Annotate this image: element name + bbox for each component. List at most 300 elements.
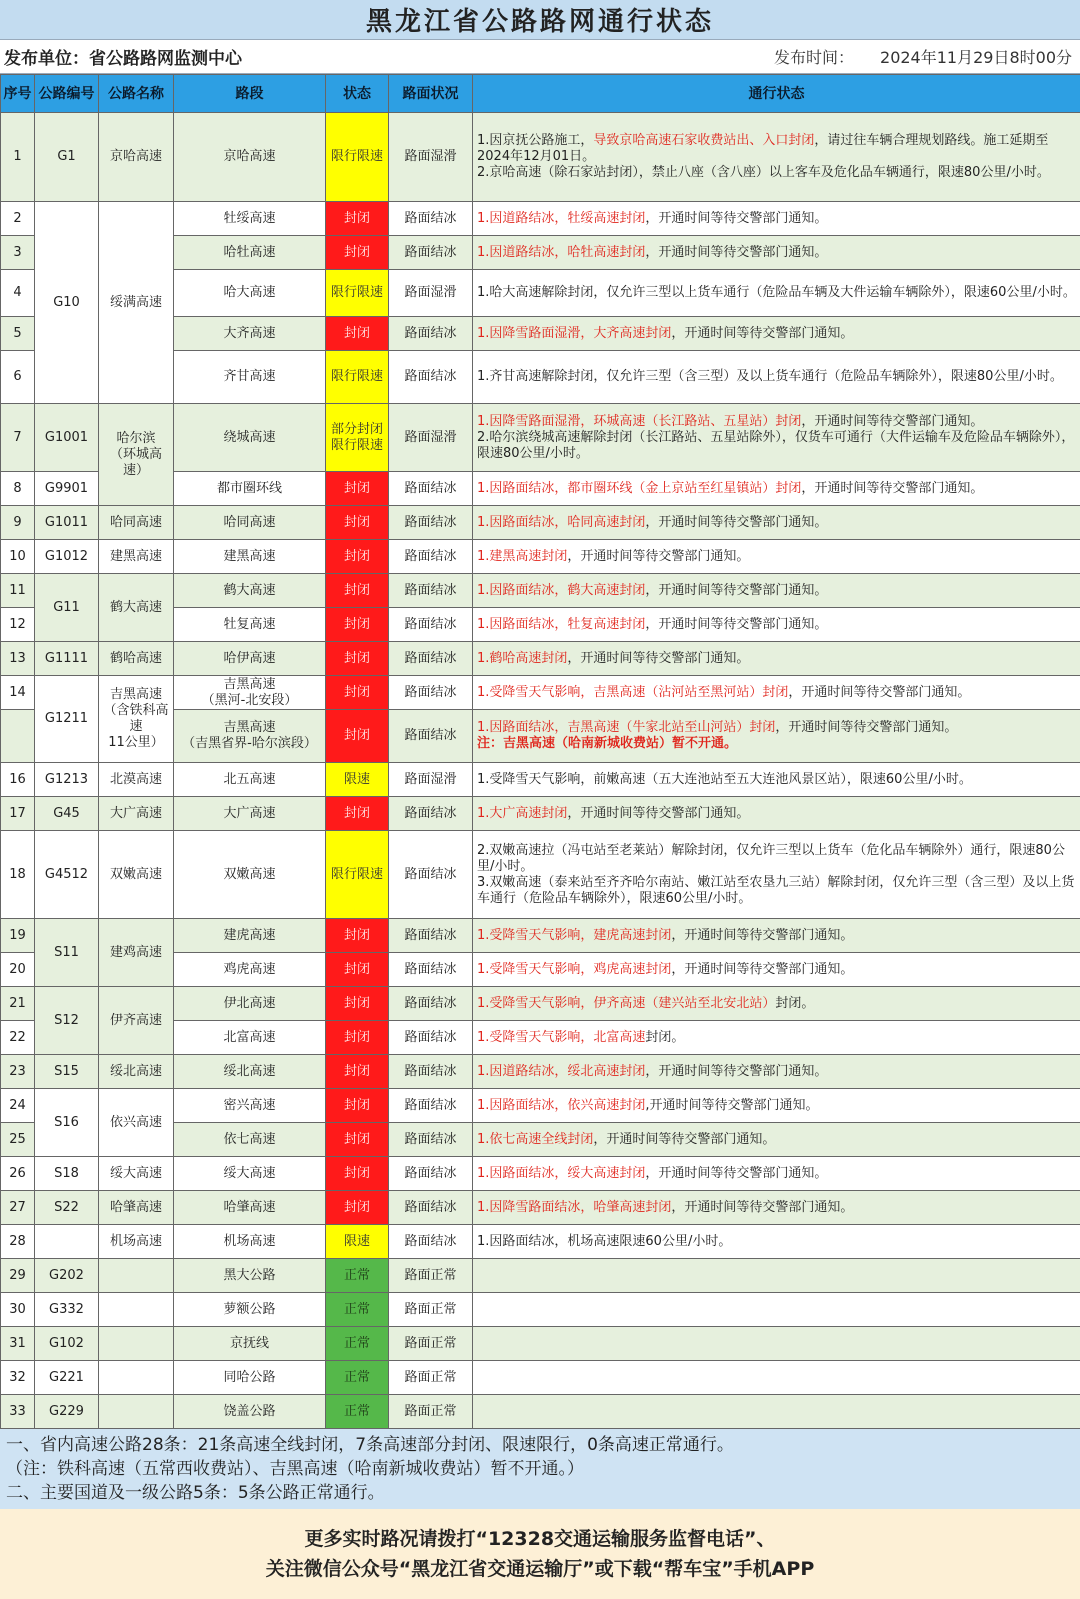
row-number: 16 [1, 763, 35, 797]
road-code: S15 [35, 1055, 99, 1089]
road-name [99, 1293, 174, 1327]
road-code: S12 [35, 987, 99, 1055]
traffic-text: ，开通时间等待交警部门通知。 [567, 651, 749, 666]
row-number: 7 [1, 404, 35, 472]
road-segment: 牡复高速 [174, 608, 326, 642]
road-condition: 路面结冰 [389, 919, 473, 953]
traffic-description [473, 1021, 1080, 1055]
road-segment: 饶盖公路 [174, 1395, 326, 1429]
road-code: G229 [35, 1395, 99, 1429]
table-row [1, 1225, 1080, 1259]
header-code: 公路编号 [35, 75, 99, 113]
road-code: G1211 [35, 676, 99, 763]
status-badge: 封闭 [326, 710, 389, 763]
table-row [1, 1361, 1080, 1395]
status-badge: 限速 [326, 763, 389, 797]
traffic-description [473, 1361, 1080, 1395]
traffic-text: 1.建黑高速封闭 [477, 549, 567, 564]
row-number: 1 [1, 113, 35, 202]
road-name: 机场高速 [99, 1225, 174, 1259]
road-code: G1111 [35, 642, 99, 676]
traffic-text: 1.因路面结冰，机场高速限速60公里/小时。 [477, 1234, 731, 1249]
status-badge: 限行限速 [326, 831, 389, 919]
traffic-description [473, 642, 1080, 676]
row-number: 2 [1, 202, 35, 236]
row-number: 12 [1, 608, 35, 642]
road-condition: 路面结冰 [389, 472, 473, 506]
road-condition: 路面结冰 [389, 642, 473, 676]
row-number: 20 [1, 953, 35, 987]
status-badge: 封闭 [326, 1157, 389, 1191]
traffic-text: ，开通时间等待交警部门通知。 [645, 617, 827, 632]
traffic-description [473, 831, 1080, 919]
table-row [1, 1259, 1080, 1293]
road-segment: 依七高速 [174, 1123, 326, 1157]
road-condition: 路面结冰 [389, 1191, 473, 1225]
row-number: 13 [1, 642, 35, 676]
footer-line: 关注微信公众号“黑龙江省交通运输厅”或下载“帮车宝”手机APP [266, 1554, 815, 1584]
status-badge: 封闭 [326, 676, 389, 710]
road-code: G221 [35, 1361, 99, 1395]
traffic-text: 1.依七高速全线封闭 [477, 1132, 593, 1147]
traffic-description [473, 540, 1080, 574]
road-segment: 哈伊高速 [174, 642, 326, 676]
road-code: G1213 [35, 763, 99, 797]
road-name: 北漠高速 [99, 763, 174, 797]
traffic-text: ，开通时间等待交警部门通知。 [567, 549, 749, 564]
road-condition: 路面结冰 [389, 676, 473, 710]
traffic-description [473, 1123, 1080, 1157]
traffic-text: ，开通时间等待交警部门通知。 [645, 245, 827, 260]
traffic-description [473, 1157, 1080, 1191]
traffic-text: 1.受降雪天气影响，鸡虎高速封闭 [477, 962, 671, 977]
road-condition: 路面结冰 [389, 506, 473, 540]
traffic-text: ，开通时间等待交警部门通知。 [671, 962, 853, 977]
row-number: 11 [1, 574, 35, 608]
road-segment: 伊北高速 [174, 987, 326, 1021]
road-code: G332 [35, 1293, 99, 1327]
road-name: 绥北高速 [99, 1055, 174, 1089]
road-name: 鹤大高速 [99, 574, 174, 642]
traffic-text: 1.大广高速封闭 [477, 806, 567, 821]
traffic-text: 1.因道路结冰，牡绥高速封闭 [477, 211, 645, 226]
road-segment: 京哈高速 [174, 113, 326, 202]
road-name: 建黑高速 [99, 540, 174, 574]
road-name: 鹤哈高速 [99, 642, 174, 676]
traffic-text: 封闭。 [775, 996, 814, 1011]
row-number: 18 [1, 831, 35, 919]
road-code: G202 [35, 1259, 99, 1293]
row-number: 24 [1, 1089, 35, 1123]
row-number: 8 [1, 472, 35, 506]
traffic-description [473, 919, 1080, 953]
table-row [1, 797, 1080, 831]
traffic-text: 1.因路面结冰，依兴高速封闭 [477, 1098, 645, 1113]
status-badge: 封闭 [326, 1123, 389, 1157]
traffic-description [473, 953, 1080, 987]
road-code: G1001 [35, 404, 99, 472]
road-condition: 路面结冰 [389, 953, 473, 987]
road-condition: 路面正常 [389, 1395, 473, 1429]
road-name [99, 1259, 174, 1293]
status-badge: 封闭 [326, 202, 389, 236]
status-badge: 限速 [326, 1225, 389, 1259]
traffic-text: 封闭。 [645, 1030, 684, 1045]
status-badge: 正常 [326, 1361, 389, 1395]
row-number: 27 [1, 1191, 35, 1225]
traffic-text: 1.因道路结冰，哈牡高速封闭 [477, 245, 645, 260]
status-badge: 封闭 [326, 797, 389, 831]
road-code: S18 [35, 1157, 99, 1191]
page-title: 黑龙江省公路路网通行状态 [0, 0, 1080, 40]
table-row [1, 574, 1080, 608]
road-condition: 路面结冰 [389, 1055, 473, 1089]
status-badge: 正常 [326, 1327, 389, 1361]
traffic-text: 1.受降雪天气影响，吉黑高速（沾河站至黑河站）封闭 [477, 685, 788, 700]
status-badge: 封闭 [326, 1191, 389, 1225]
traffic-text: 1.因降雪路面湿滑，环城高速（长江路站、五星站）封闭 [477, 414, 801, 429]
road-condition: 路面湿滑 [389, 270, 473, 317]
road-segment: 北五高速 [174, 763, 326, 797]
traffic-text: ，开通时间等待交警部门通知。 [593, 1132, 775, 1147]
status-badge: 封闭 [326, 642, 389, 676]
road-name: 吉黑高速 （含铁科高速 11公里） [99, 676, 174, 763]
status-badge: 正常 [326, 1293, 389, 1327]
traffic-text: 1.因降雪路面湿滑，大齐高速封闭 [477, 326, 671, 341]
road-segment: 京抚线 [174, 1327, 326, 1361]
road-condition: 路面结冰 [389, 1157, 473, 1191]
traffic-text: ，开通时间等待交警部门通知。 [567, 806, 749, 821]
road-name [99, 1395, 174, 1429]
road-condition: 路面结冰 [389, 1225, 473, 1259]
status-badge: 封闭 [326, 987, 389, 1021]
road-name: 大广高速 [99, 797, 174, 831]
status-badge: 封闭 [326, 953, 389, 987]
traffic-description [473, 506, 1080, 540]
row-number: 4 [1, 270, 35, 317]
road-condition: 路面结冰 [389, 831, 473, 919]
status-badge: 封闭 [326, 472, 389, 506]
row-number: 21 [1, 987, 35, 1021]
table-row [1, 506, 1080, 540]
road-segment: 绕城高速 [174, 404, 326, 472]
road-condition: 路面结冰 [389, 987, 473, 1021]
traffic-text: 1.因路面结冰，哈同高速封闭 [477, 515, 645, 530]
road-segment: 黑大公路 [174, 1259, 326, 1293]
road-code: G9901 [35, 472, 99, 506]
traffic-description [473, 987, 1080, 1021]
status-badge: 限行限速 [326, 270, 389, 317]
footer-line: 更多实时路况请拨打“12328交通运输服务监督电话”、 [304, 1524, 775, 1554]
traffic-text: 3.双嫩高速（泰来站至齐齐哈尔南站、嫩江站至农垦九三站）解除封闭，仅允许三型（含三型）及以上货车通行（危险品车辆除外），限速60公里/小时。 [477, 875, 1074, 906]
road-condition: 路面湿滑 [389, 404, 473, 472]
traffic-description [473, 236, 1080, 270]
table-row [1, 919, 1080, 953]
traffic-description [473, 202, 1080, 236]
table-row [1, 113, 1080, 202]
traffic-description [473, 404, 1080, 472]
road-segment: 哈牡高速 [174, 236, 326, 270]
road-condition: 路面结冰 [389, 608, 473, 642]
status-badge: 封闭 [326, 574, 389, 608]
road-segment: 吉黑高速 （黑河-北安段） [174, 676, 326, 710]
traffic-text: ，开通时间等待交警部门通知。 [775, 720, 957, 735]
road-code: G102 [35, 1327, 99, 1361]
header-name: 公路名称 [99, 75, 174, 113]
traffic-description [473, 270, 1080, 317]
traffic-text: 1.受降雪天气影响，建虎高速封闭 [477, 928, 671, 943]
traffic-description [473, 1225, 1080, 1259]
summary-line: （注：铁科高速（五常西收费站）、吉黑高速（哈南新城收费站）暂不开通。） [6, 1457, 1074, 1481]
road-code: G1 [35, 113, 99, 202]
publish-label: 发布时间： [774, 48, 854, 67]
status-badge: 限行限速 [326, 351, 389, 404]
traffic-text: 1.受降雪天气影响，北富高速 [477, 1030, 645, 1045]
traffic-description [473, 1293, 1080, 1327]
traffic-description [473, 1259, 1080, 1293]
traffic-text: ，开通时间等待交警部门通知。 [788, 685, 970, 700]
traffic-text: 1.受降雪天气影响，前嫩高速（五大连池站至五大连池风景区站），限速60公里/小时。 [477, 772, 972, 787]
road-segment: 机场高速 [174, 1225, 326, 1259]
traffic-text: ，开通时间等待交警部门通知。 [801, 414, 983, 429]
road-code: S11 [35, 919, 99, 987]
traffic-note: 注：吉黑高速（哈南新城收费站）暂不开通。 [477, 736, 737, 751]
road-condition: 路面结冰 [389, 574, 473, 608]
summary-line: 一、省内高速公路28条：21条高速全线封闭，7条高速部分封闭、限速限行，0条高速正常通行。 [6, 1433, 1074, 1457]
road-segment: 双嫩高速 [174, 831, 326, 919]
table-row [1, 1055, 1080, 1089]
traffic-text: 2.京哈高速（除石家站封闭），禁止八座（含八座）以上客车及危化品车辆通行，限速80公里/小时。 [477, 165, 1050, 180]
table-row [1, 1327, 1080, 1361]
table-row [1, 642, 1080, 676]
traffic-text: 1.因京抚公路施工， [477, 133, 593, 148]
table-row [1, 676, 1080, 710]
road-segment: 同哈公路 [174, 1361, 326, 1395]
traffic-text: ，开通时间等待交警部门通知。 [645, 515, 827, 530]
publisher: 发布单位：省公路路网监测中心 [4, 44, 242, 69]
row-number: 32 [1, 1361, 35, 1395]
traffic-text: 2.双嫩高速拉（冯屯站至老莱站）解除封闭，仅允许三型以上货车（危化品车辆除外）通行，限速80公里/小时。 [477, 843, 1065, 874]
road-name: 哈同高速 [99, 506, 174, 540]
status-badge: 封闭 [326, 506, 389, 540]
row-number: 10 [1, 540, 35, 574]
summary [0, 1429, 1080, 1509]
road-segment: 密兴高速 [174, 1089, 326, 1123]
status-badge: 封闭 [326, 1089, 389, 1123]
table-row [1, 540, 1080, 574]
traffic-description [473, 113, 1080, 202]
road-name: 京哈高速 [99, 113, 174, 202]
status-badge: 正常 [326, 1395, 389, 1429]
traffic-text: ，开通时间等待交警部门通知。 [671, 326, 853, 341]
traffic-text: ，开通时间等待交警部门通知。 [645, 583, 827, 598]
road-condition: 路面结冰 [389, 797, 473, 831]
road-condition: 路面正常 [389, 1327, 473, 1361]
road-code: S16 [35, 1089, 99, 1157]
row-number: 22 [1, 1021, 35, 1055]
road-condition: 路面结冰 [389, 202, 473, 236]
traffic-text: 1.因路面结冰，吉黑高速（牛家北站至山河站）封闭 [477, 720, 775, 735]
table-row [1, 202, 1080, 236]
row-number: 19 [1, 919, 35, 953]
road-name: 依兴高速 [99, 1089, 174, 1157]
road-segment: 绥大高速 [174, 1157, 326, 1191]
traffic-text: 1.鹤哈高速封闭 [477, 651, 567, 666]
row-number: 29 [1, 1259, 35, 1293]
road-condition: 路面结冰 [389, 1123, 473, 1157]
row-number [1, 710, 35, 763]
road-code: G45 [35, 797, 99, 831]
road-code: G10 [35, 202, 99, 404]
road-name: 哈尔滨 （环城高速） [99, 404, 174, 506]
road-name: 建鸡高速 [99, 919, 174, 987]
traffic-description [473, 1191, 1080, 1225]
traffic-description [473, 351, 1080, 404]
traffic-text: 2.哈尔滨绕城高速解除封闭（长江路站、五星站除外），仅货车可通行（大件运输车及危险品车辆除外），限速80公里/小时。 [477, 430, 1074, 461]
header-road: 路面状况 [389, 75, 473, 113]
road-segment: 牡绥高速 [174, 202, 326, 236]
row-number: 5 [1, 317, 35, 351]
road-condition: 路面正常 [389, 1293, 473, 1327]
traffic-text: ，请过往车辆合理规划路线。施工延期至2024年12月01日。 [477, 133, 1048, 164]
road-segment: 都市圈环线 [174, 472, 326, 506]
traffic-text: ，开通时间等待交警部门通知。 [671, 928, 853, 943]
traffic-description [473, 1327, 1080, 1361]
traffic-text: 1.因路面结冰，鹤大高速封闭 [477, 583, 645, 598]
publish-info [774, 45, 1072, 68]
road-code: G11 [35, 574, 99, 642]
traffic-text: ，开通时间等待交警部门通知。 [645, 211, 827, 226]
row-number: 26 [1, 1157, 35, 1191]
road-segment: 哈肇高速 [174, 1191, 326, 1225]
status-badge: 封闭 [326, 1021, 389, 1055]
header-status: 状态 [326, 75, 389, 113]
status-badge: 封闭 [326, 317, 389, 351]
traffic-text: 1.哈大高速解除封闭，仅允许三型以上货车通行（危险品车辆及大件运输车辆除外），限速60公里/小时。 [477, 285, 1076, 300]
table-row [1, 1157, 1080, 1191]
road-segment: 齐甘高速 [174, 351, 326, 404]
status-badge: 限行限速 [326, 113, 389, 202]
publish-time: 2024年11月29日8时00分 [880, 48, 1072, 67]
road-name: 双嫩高速 [99, 831, 174, 919]
traffic-description [473, 797, 1080, 831]
traffic-text: 1.因路面结冰，绥大高速封闭 [477, 1166, 645, 1181]
traffic-description [473, 1395, 1080, 1429]
road-segment: 大齐高速 [174, 317, 326, 351]
status-badge: 封闭 [326, 236, 389, 270]
traffic-description [473, 676, 1080, 710]
table-row [1, 831, 1080, 919]
traffic-text: 1.因路面结冰，都市圈环线（金上京站至红星镇站）封闭 [477, 481, 801, 496]
road-condition: 路面结冰 [389, 540, 473, 574]
header-segment: 路段 [174, 75, 326, 113]
road-name: 绥满高速 [99, 202, 174, 404]
meta-bar [0, 40, 1080, 74]
row-number: 23 [1, 1055, 35, 1089]
traffic-text: 1.齐甘高速解除封闭，仅允许三型（含三型）及以上货车通行（危险品车辆除外），限速80公里/小时。 [477, 369, 1063, 384]
traffic-text: ,开通时间等待交警部门通知。 [645, 1098, 818, 1113]
road-condition: 路面结冰 [389, 317, 473, 351]
status-badge: 正常 [326, 1259, 389, 1293]
road-segment: 萝额公路 [174, 1293, 326, 1327]
row-number: 9 [1, 506, 35, 540]
row-number: 31 [1, 1327, 35, 1361]
status-badge: 封闭 [326, 1055, 389, 1089]
status-badge: 封闭 [326, 540, 389, 574]
table-header-row [1, 75, 1080, 113]
status-badge: 封闭 [326, 608, 389, 642]
traffic-description [473, 763, 1080, 797]
row-number: 30 [1, 1293, 35, 1327]
road-condition: 路面正常 [389, 1361, 473, 1395]
road-segment: 鸡虎高速 [174, 953, 326, 987]
traffic-text: ，开通时间等待交警部门通知。 [801, 481, 983, 496]
status-badge: 封闭 [326, 919, 389, 953]
road-name: 伊齐高速 [99, 987, 174, 1055]
road-condition: 路面结冰 [389, 236, 473, 270]
header-no: 序号 [1, 75, 35, 113]
traffic-description [473, 710, 1080, 763]
road-name [99, 1327, 174, 1361]
road-condition: 路面湿滑 [389, 113, 473, 202]
table-row [1, 987, 1080, 1021]
row-number: 33 [1, 1395, 35, 1429]
road-condition: 路面结冰 [389, 1089, 473, 1123]
road-condition: 路面湿滑 [389, 763, 473, 797]
road-condition: 路面结冰 [389, 710, 473, 763]
row-number: 14 [1, 676, 35, 710]
summary-line: 二、主要国道及一级公路5条：5条公路正常通行。 [6, 1481, 1074, 1505]
traffic-text: ，开通时间等待交警部门通知。 [645, 1064, 827, 1079]
table-row [1, 1293, 1080, 1327]
road-segment: 哈大高速 [174, 270, 326, 317]
road-segment: 建虎高速 [174, 919, 326, 953]
traffic-description [473, 317, 1080, 351]
road-code: G1012 [35, 540, 99, 574]
traffic-text: 1.因道路结冰，绥北高速封闭 [477, 1064, 645, 1079]
traffic-description [473, 472, 1080, 506]
road-segment: 哈同高速 [174, 506, 326, 540]
traffic-text: 1.因路面结冰，牡复高速封闭 [477, 617, 645, 632]
traffic-description [473, 608, 1080, 642]
traffic-text: ，开通时间等待交警部门通知。 [671, 1200, 853, 1215]
header-traffic: 通行状态 [473, 75, 1080, 113]
status-table [0, 74, 1080, 1429]
traffic-text: ，开通时间等待交警部门通知。 [645, 1166, 827, 1181]
road-condition: 路面正常 [389, 1259, 473, 1293]
road-segment: 吉黑高速 （吉黑省界-哈尔滨段） [174, 710, 326, 763]
road-name: 绥大高速 [99, 1157, 174, 1191]
traffic-text: 1.因降雪路面结冰，哈肇高速封闭 [477, 1200, 671, 1215]
status-badge: 部分封闭 限行限速 [326, 404, 389, 472]
road-condition: 路面结冰 [389, 351, 473, 404]
row-number: 28 [1, 1225, 35, 1259]
road-code: G4512 [35, 831, 99, 919]
traffic-description [473, 574, 1080, 608]
row-number: 17 [1, 797, 35, 831]
table-row [1, 763, 1080, 797]
table-row [1, 1395, 1080, 1429]
row-number: 25 [1, 1123, 35, 1157]
road-segment: 绥北高速 [174, 1055, 326, 1089]
road-segment: 北富高速 [174, 1021, 326, 1055]
traffic-text: 1.受降雪天气影响，伊齐高速（建兴站至北安北站） [477, 996, 775, 1011]
row-number: 3 [1, 236, 35, 270]
road-segment: 大广高速 [174, 797, 326, 831]
road-code: G1011 [35, 506, 99, 540]
traffic-description [473, 1089, 1080, 1123]
road-code: S22 [35, 1191, 99, 1225]
